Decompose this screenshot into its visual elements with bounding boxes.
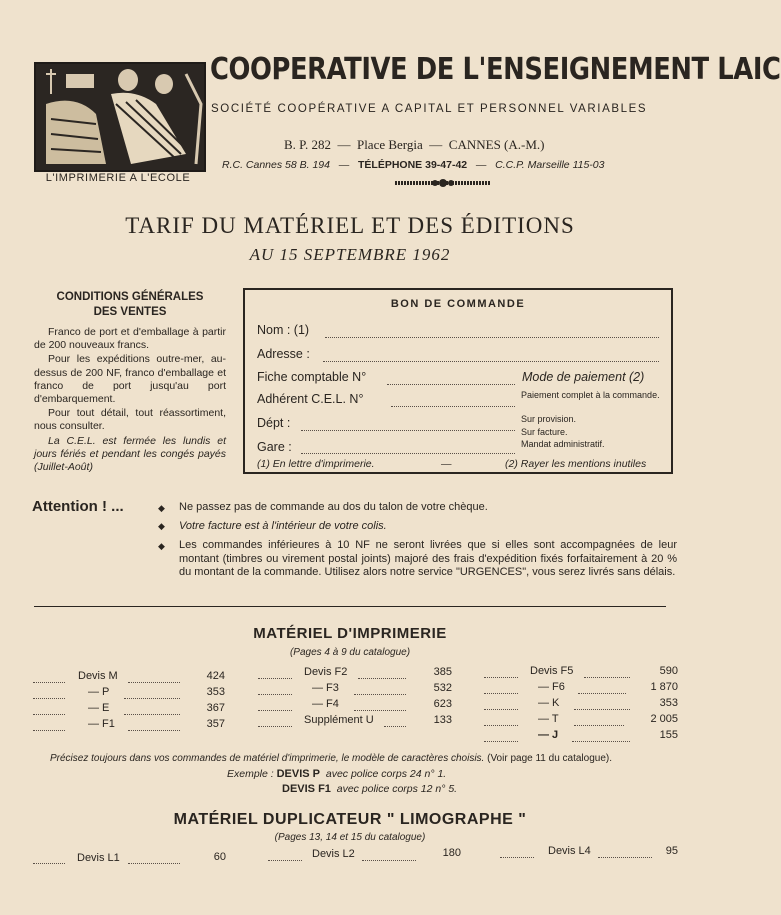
leader-dots (128, 862, 180, 864)
price-item-label: — F1 (88, 718, 115, 730)
payment-option-provision[interactable]: Sur provision. (521, 414, 577, 424)
price-item-value: 60 (213, 851, 226, 863)
conditions-title-line2: DES VENTES (93, 306, 167, 318)
conditions-title-line1: CONDITIONS GÉNÉRALES (56, 291, 204, 303)
payment-option-complete[interactable]: Paiement complet à la commande. (521, 390, 660, 400)
leader-dots (574, 724, 624, 726)
ornament-divider-icon (395, 179, 491, 187)
attention-item: Votre facture est à l'intérieur de votre colis. (179, 520, 387, 532)
telephone-label: TÉLÉPHONE (358, 159, 423, 171)
registration-line: R.C. Cannes 58 B. 194 — TÉLÉPHONE 39-47-42 — C.C.P. Marseille 115-03 (222, 159, 605, 171)
leader-dots (258, 693, 292, 695)
field-fiche-label: Fiche comptable N° (257, 370, 367, 384)
order-form-title: BON DE COMMANDE (390, 298, 526, 310)
price-item-value: 367 (206, 702, 225, 714)
telephone-number: 39-47-42 (425, 159, 468, 171)
example-line-1 (227, 768, 446, 780)
form-footnote-dash: — (441, 458, 452, 470)
price-item-value: 590 (659, 665, 678, 677)
price-item-value: 357 (206, 718, 225, 730)
leader-dots (484, 724, 518, 726)
price-item-label: Devis L1 (77, 852, 120, 864)
leader-dots (258, 725, 292, 727)
field-fiche-line[interactable] (387, 383, 515, 385)
leader-dots (500, 856, 534, 858)
price-item-value: 353 (659, 697, 678, 709)
price-item-label: Devis M (78, 670, 118, 682)
leader-dots (354, 709, 406, 711)
price-item-value: 532 (433, 682, 452, 694)
diamond-bullet-icon: ◆ (158, 503, 165, 513)
field-adresse-line[interactable] (323, 360, 659, 362)
logo-woodcut (34, 62, 206, 172)
leader-dots (354, 693, 406, 695)
leader-dots (484, 676, 518, 678)
price-item-label: Supplément U (304, 714, 374, 726)
limographe-pages: (Pages 13, 14 et 15 du catalogue) (274, 832, 426, 843)
imprimerie-note-italic: Précisez toujours dans vos commandes de matériel d'imprimerie, le modèle de caractères choisis. (50, 753, 485, 764)
price-item-label: — F6 (538, 681, 565, 693)
price-item-label: — K (538, 697, 560, 709)
order-form (243, 288, 673, 474)
leader-dots (584, 676, 630, 678)
field-nom-line[interactable] (325, 336, 659, 338)
address-bp: B. P. 282 (284, 137, 331, 152)
example-code: DEVIS P (276, 768, 321, 780)
field-adresse-label: Adresse : (257, 347, 310, 361)
field-adherent-label: Adhérent C.E.L. N° (257, 392, 364, 406)
leader-dots (33, 729, 65, 731)
field-adherent-line[interactable] (391, 405, 515, 407)
imprimerie-note (50, 753, 612, 764)
leader-dots (33, 697, 65, 699)
price-item-label: — F3 (312, 682, 339, 694)
leader-dots (574, 708, 630, 710)
price-item-label: Devis L4 (548, 845, 591, 857)
leader-dots (124, 713, 180, 715)
leader-dots (33, 862, 65, 864)
attention-item: Les commandes inférieures à 10 NF ne seront livrées que si elles sont accompagnées de leur montant (timbres ou virement postal joints) majoré des frais d'expédition fixés forfaitairement à 20 % du montant de la commande. Utilisez alors notre service "URGENCES", vous serez livrés sans délais. (179, 539, 677, 578)
conditions-closing-note: La C.E.L. est fermée les lundis et jours fériés et pendant les congés payés (Juillet-Août) (34, 434, 226, 474)
price-item-value: 1 870 (650, 681, 678, 693)
diamond-bullet-icon: ◆ (158, 541, 165, 551)
example-code: DEVIS F1 (282, 783, 331, 795)
price-item-value: 180 (442, 847, 461, 859)
diamond-bullet-icon: ◆ (158, 521, 165, 531)
price-item-label: — J (538, 729, 559, 741)
field-dept-label: Dépt : (257, 416, 291, 430)
leader-dots (33, 713, 65, 715)
field-gare-label: Gare : (257, 440, 292, 454)
conditions-para: Franco de port et d'emballage à partir de 200 nouveaux francs. (34, 326, 226, 352)
price-item-value: 155 (659, 729, 678, 741)
form-footnote-1: (1) En lettre d'imprimerie. (257, 458, 375, 470)
price-item-value: 385 (433, 666, 452, 678)
leader-dots (258, 677, 292, 679)
leader-dots (128, 729, 180, 731)
leader-dots (484, 692, 518, 694)
leader-dots (572, 740, 630, 742)
press-illustration-icon (36, 64, 204, 170)
ccp-number: C.C.P. Marseille 115-03 (495, 159, 605, 171)
address-city: CANNES (A.-M.) (448, 137, 545, 152)
logo-caption: L'IMPRIMERIE A L'ECOLE (45, 172, 191, 184)
leader-dots (258, 709, 292, 711)
section-divider (34, 606, 666, 607)
price-item-value: 95 (665, 845, 678, 857)
conditions-title (40, 290, 220, 320)
conditions-text (34, 326, 226, 475)
price-item-value: 353 (206, 686, 225, 698)
org-title: COOPERATIVE DE L'ENSEIGNEMENT LAIC (210, 52, 781, 87)
form-footnote-2: (2) Rayer les mentions inutiles (505, 458, 647, 470)
leader-dots (358, 677, 406, 679)
leader-dots (128, 681, 180, 683)
imprimerie-title: MATÉRIEL D'IMPRIMERIE (253, 625, 447, 642)
price-item-label: — E (88, 702, 110, 714)
price-item-label: Devis F5 (530, 665, 574, 677)
payment-option-mandat[interactable]: Mandat administratif. (521, 439, 605, 449)
field-gare-line[interactable] (301, 452, 515, 454)
leader-dots (124, 697, 180, 699)
leader-dots (33, 681, 65, 683)
price-item-value: 623 (433, 698, 452, 710)
leader-dots (484, 740, 518, 742)
price-item-label: Devis L2 (312, 848, 355, 860)
imprimerie-pages: (Pages 4 à 9 du catalogue) (289, 647, 411, 658)
address-place: Place Bergia (356, 137, 423, 152)
price-item-value: 2 005 (650, 713, 678, 725)
address-line: B. P. 282 — Place Bergia — CANNES (A.-M.) (284, 137, 545, 152)
page-date: AU 15 SEPTEMBRE 1962 (249, 245, 451, 264)
price-item-label: — T (538, 713, 559, 725)
imprimerie-note-ref: (Voir page 11 du catalogue). (487, 753, 613, 764)
price-item-label: — P (88, 686, 110, 698)
price-item-value: 424 (206, 670, 225, 682)
payment-mode-label: Mode de paiement (2) (522, 370, 645, 384)
conditions-para: Pour tout détail, tout réassortiment, nous consulter. (34, 407, 226, 433)
rc-number: R.C. Cannes 58 B. 194 (222, 159, 330, 171)
field-dept-line[interactable] (301, 429, 515, 431)
leader-dots (484, 708, 518, 710)
payment-option-facture[interactable]: Sur facture. (521, 427, 568, 437)
leader-dots (268, 859, 302, 861)
limographe-title: MATÉRIEL DUPLICATEUR " LIMOGRAPHE " (173, 811, 527, 828)
attention-item: Ne passez pas de commande au dos du talon de votre chèque. (179, 501, 488, 513)
org-subtitle: SOCIÉTÉ COOPÉRATIVE A CAPITAL ET PERSONNEL VARIABLES (211, 103, 648, 115)
example-text: avec police corps 24 n° 1. (325, 768, 447, 780)
attention-title: Attention ! ... (32, 498, 124, 515)
leader-dots (578, 692, 626, 694)
leader-dots (362, 859, 416, 861)
example-label: Exemple : (227, 768, 274, 780)
example-line-2 (282, 783, 457, 795)
example-text: avec police corps 12 n° 5. (336, 783, 458, 795)
price-item-label: — F4 (312, 698, 339, 710)
field-nom-label: Nom : (1) (257, 323, 310, 337)
price-item-value: 133 (433, 714, 452, 726)
conditions-para: Pour les expéditions outre-mer, au-dessus de 200 NF, franco d'emballage et franco de port jusqu'au port d'embarquement. (34, 353, 226, 406)
page-title: TARIF DU MATÉRIEL ET DES ÉDITIONS (125, 213, 575, 238)
price-item-label: Devis F2 (304, 666, 348, 678)
